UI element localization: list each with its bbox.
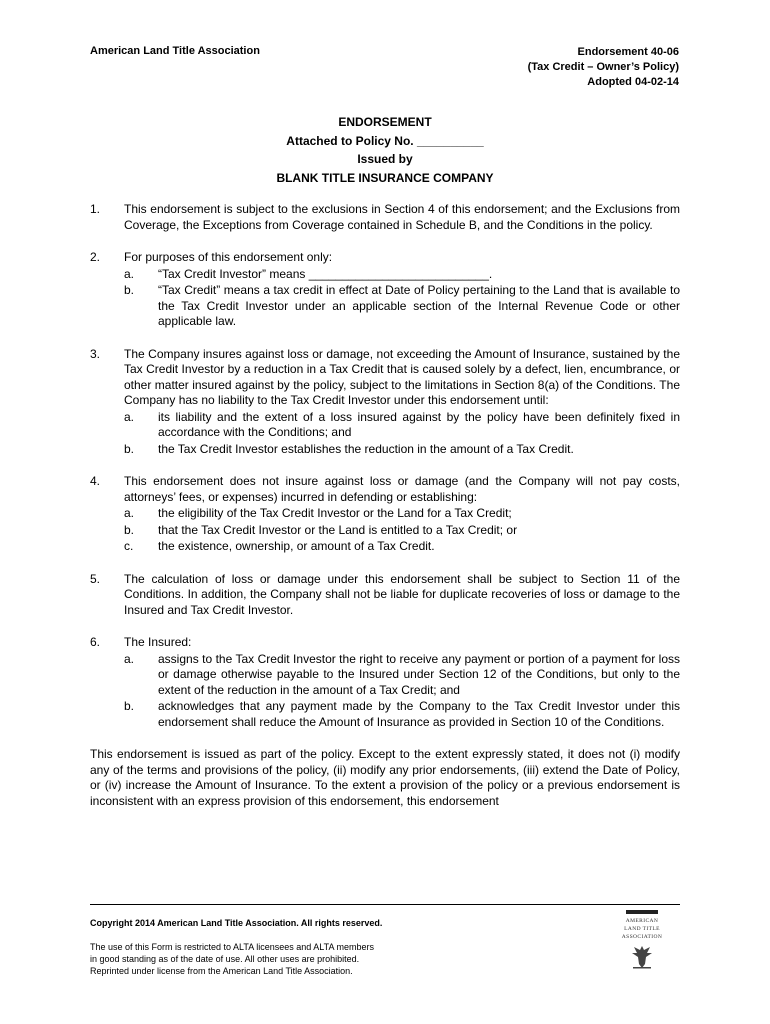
- section-number: 3.: [90, 346, 101, 361]
- subsection: [124, 652, 680, 699]
- subsection-text: “Tax Credit Investor” means ___________________________.: [158, 266, 493, 281]
- section-4: [90, 474, 680, 555]
- alta-logo: [612, 910, 672, 972]
- adopted-date: Adopted 04-02-14: [587, 76, 679, 88]
- subsection-text: its liability and the extent of a loss insured against by the policy have been definitely fixed in accordance with the Conditions; and: [158, 409, 680, 439]
- subsection-text: the Tax Credit Investor establishes the reduction in the amount of a Tax Credit.: [158, 441, 574, 456]
- endorsement-heading: ENDORSEMENT: [338, 115, 432, 129]
- subsection-text: “Tax Credit” means a tax credit in effect at Date of Policy pertaining to the Land that is available to the Tax Credit Investor under an applicable section of the Internal Revenue Code or other applicable law.: [158, 283, 680, 328]
- section-number: 4.: [90, 474, 101, 488]
- subsection: [124, 410, 680, 441]
- endorsement-body: [90, 202, 680, 809]
- copyright-notice: Copyright 2014 American Land Title Association. All rights reserved.: [90, 918, 383, 928]
- subsection-letter: a.: [124, 409, 135, 424]
- subsection: [124, 267, 680, 283]
- endorsement-info: [528, 45, 679, 90]
- usage-notice-line: in good standing as of the date of use. All other uses are prohibited.: [90, 954, 360, 964]
- issued-by: Issued by: [357, 152, 413, 166]
- policy-number-line: Attached to Policy No. __________: [286, 133, 484, 148]
- logo-text-line: AMERICAN: [625, 918, 659, 924]
- endorsement-type: (Tax Credit – Owner’s Policy): [527, 61, 679, 73]
- subsection-letter: b.: [124, 283, 135, 297]
- usage-notice-line: The use of this Form is restricted to ALTA licensees and ALTA members: [90, 942, 374, 952]
- eagle-icon: [630, 944, 654, 970]
- section-number: 6.: [90, 635, 101, 649]
- subsection: [124, 506, 680, 522]
- section-5: [90, 572, 680, 619]
- subsection-letter: a.: [124, 651, 135, 666]
- section-6: [90, 635, 680, 730]
- subsection-letter: b.: [124, 441, 135, 456]
- subsection-text: that the Tax Credit Investor or the Land is entitled to a Tax Credit; or: [158, 522, 518, 537]
- section-text: For purposes of this endorsement only:: [124, 250, 333, 264]
- subsection-text: the existence, ownership, or amount of a Tax Credit.: [158, 539, 435, 553]
- section-text: This endorsement is subject to the exclusions in Section 4 of this endorsement; and the Exclusions from Coverage, the Exceptions from Coverage contained in Schedule B, and the Conditions in the policy.: [124, 202, 680, 232]
- subsection-letter: b.: [124, 522, 135, 537]
- logo-text-line: LAND TITLE: [624, 926, 660, 932]
- subsection: [124, 283, 680, 330]
- section-number: 5.: [90, 571, 101, 586]
- section-text: The Company insures against loss or damage, not exceeding the Amount of Insurance, sustained by the Tax Credit Investor by a reduction in a Tax Credit that is caused solely by a defect, lien, encumbrance, or other matter insured against by the policy, subject to the limitations in Section 8(a) of the Conditions. The Company has no liability to the Tax Credit Investor under this endorsement until:: [124, 346, 680, 407]
- subsection-letter: c.: [124, 539, 134, 553]
- subsection: [124, 539, 680, 555]
- subsection-letter: a.: [124, 266, 135, 281]
- company-name: BLANK TITLE INSURANCE COMPANY: [276, 170, 494, 185]
- logo-text-line: ASSOCIATION: [621, 934, 663, 940]
- section-text: The calculation of loss or damage under this endorsement shall be subject to Section 11 of the Conditions. In addition, the Company shall not be liable for duplicate recoveries of loss or damage to the Insured and Tax Credit Investor.: [124, 571, 680, 617]
- logo-bar: [626, 910, 658, 914]
- section-text: This endorsement does not insure against loss or damage (and the Company will not pay costs, attorneys’ fees, or expenses) incurred in defending or establishing:: [124, 474, 680, 504]
- subsection-text: assigns to the Tax Credit Investor the right to receive any payment or portion of a payment for loss or damage otherwise payable to the Insured under Section 12 of the Conditions, but only to the extent of the reduction in the amount of a Tax Credit; and: [158, 651, 680, 697]
- section-1: [90, 202, 680, 233]
- section-number: 2.: [90, 250, 101, 264]
- footer-divider: [90, 904, 680, 905]
- section-2: [90, 250, 680, 330]
- subsection-text: the eligibility of the Tax Credit Investor or the Land for a Tax Credit;: [158, 506, 512, 520]
- subsection-letter: b.: [124, 699, 135, 713]
- subsection: [124, 442, 680, 458]
- title-block: [0, 113, 770, 187]
- organization-name: American Land Title Association: [90, 45, 260, 57]
- usage-notice: [90, 941, 374, 977]
- section-number: 1.: [90, 202, 101, 216]
- subsection: [124, 699, 680, 730]
- subsection-letter: a.: [124, 506, 135, 520]
- endorsement-number: Endorsement 40-06: [577, 46, 679, 58]
- section-3: [90, 347, 680, 458]
- subsection-text: acknowledges that any payment made by the Company to the Tax Credit Investor under this endorsement shall reduce the Amount of Insurance as provided in Section 10 of the Conditions.: [158, 699, 680, 729]
- section-text: The Insured:: [124, 635, 192, 649]
- closing-paragraph: This endorsement is issued as part of the policy. Except to the extent expressly stated, it does not (i) modify any of the terms and provisions of the policy, (ii) modify any prior endorsements, (iii) extend the Date of Policy, or (iv) increase the Amount of Insurance. To the extent a provision of the policy or a previous endorsement is inconsistent with an express provision of this endorsement, this endorsement: [90, 747, 680, 808]
- subsection: [124, 523, 680, 539]
- usage-notice-line: Reprinted under license from the American Land Title Association.: [90, 966, 353, 976]
